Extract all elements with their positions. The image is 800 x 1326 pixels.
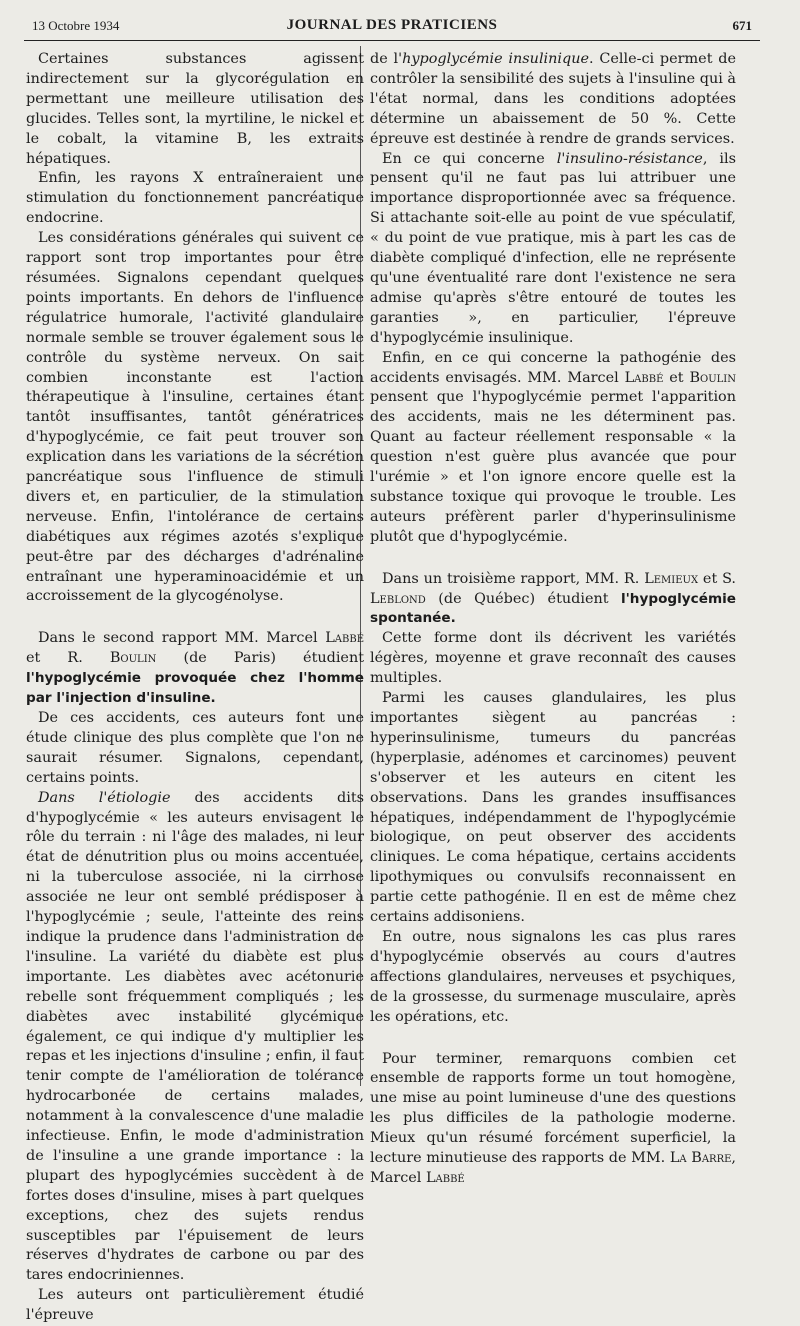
page-number: 671 xyxy=(732,18,752,33)
paragraph: En ce qui concerne l'insulino-résistance, ils pensent qu'il ne faut pas lui attribuer une importance disproportionnée avec sa fréquence. Si attachante soit-elle au point de vue spéculatif, « du point de vue pratique, mis à part les cas de diabète compliqué d'infection, elle ne représente qu'une éventualité rare dont l'existence ne sera admise qu'après s'être entouré de toutes les garanties », en particulier, l'épreuve d'hypoglycémie insulinique. xyxy=(370,150,736,346)
author-name: Leblond xyxy=(370,590,426,607)
author-name: Labbé xyxy=(325,630,364,647)
paragraph: De ces accidents, ces auteurs font une étude clinique des plus complète que l'on ne saurait résumer. Signalons, cependant, certains points. xyxy=(26,710,364,786)
page-header xyxy=(32,14,752,36)
paragraph-etiologie: Dans l'étiologie des accidents dits d'hypoglycémie « les auteurs envisagent le rôle du terrain : ni l'âge des malades, ni leur état de dénutrition plus ou moins accentuée, ni la tuberculose associée, ni la cirrhose associée ne leur ont semblé prédisposer à l'hypoglycémie ; seule, l'atteinte des reins indique la prudence dans l'administration de l'insuline. La variété du diabète est plus importante. Les diabètes avec acétonurie rebelle sont fréquemment compliqués ; les diabètes avec instabilité glycémique également, ce qui indique d'y multiplier les repas et les injections d'insuline ; enfin, il faut tenir compte de l'amélioration de tolérance hydrocarbonée de certains malades, notamment à la convalescence d'une maladie infectieuse. Enfin, le mode d'administration de l'insuline a une grande importance : la plupart des hypoglycémies succèdent à de fortes doses d'insuline, mises à part quelques exceptions, chez des sujets rendus susceptibles par l'épuisement de leurs réserves d'hydrates de carbone ou par des tares endocriniennes. xyxy=(26,789,364,1284)
author-name: Lemieux xyxy=(644,570,699,587)
author-name: Labbé xyxy=(425,1169,465,1186)
report-subject: l'hypoglycémie spontanée. xyxy=(370,590,736,627)
journal-title: JOURNAL DES PRATICIENS xyxy=(286,17,498,33)
header-rule xyxy=(24,40,760,41)
emphasis: l'insulino-résistance xyxy=(556,150,703,167)
issue-date: 13 Octobre 1934 xyxy=(32,18,120,33)
emphasis: hypoglycémie insulinique xyxy=(402,51,590,67)
paragraph: Enfin, en ce qui concerne la pathogénie des accidents envisagés. MM. Marcel Labbé et Boulin pensent que l'hypoglycémie permet l'apparition des accidents, mais ne les déterminent pas. Quant au facteur réellement responsable « la question n'est guère plus avancée que pour l'urémie » et l'on ignore encore quelle est la substance toxique qui provoque le trouble. Les auteurs préfèrent parler d'hyperinsulinisme plutôt que d'hypoglycémie. xyxy=(370,349,736,545)
left-column xyxy=(26,50,364,1326)
paragraph: Enfin, les rayons X entraîneraient une stimulation du fonctionnement pancréatique endocrine. xyxy=(26,170,364,227)
paragraph: Les considérations générales qui suivent ce rapport sont trop importantes pour être résumées. Signalons cependant quelques points importants. En dehors de l'influence régulatrice humorale, l'activité glandulaire normale semble se trouver également sous le contrôle du système nerveux. On sait combien inconstante est l'action thérapeutique à l'insuline, certaines étant tantôt insuffisantes, tantôt génératrices d'hypoglycémie, ce fait peut trouver son explication dans les variations de la sécrétion pancréatique sous l'influence de stimuli divers et, en particulier, de la stimulation nerveuse. Enfin, l'intolérance de certains diabétiques aux régimes azotés s'explique peut-être par des décharges d'adrénaline entraînant une hyperaminoacidémie et un accroissement de la glycogénolyse. xyxy=(26,230,364,605)
paragraph: Parmi les causes glandulaires, les plus importantes siègent au pancréas : hyperinsulinisme, tumeurs du pancréas (hyperplasie, adénomes et carcinomes) peuvent s'observer et les auteurs en citent les observations. Dans les grandes insuffisances hépatiques, indépendamment de l'hypoglycémie biologique, on peut observer des accidents cliniques. Le coma hépatique, certains accidents lipothymiques ou convulsifs reconnaissent en partie cette pathogénie. Il en est de même chez certains addisoniens. xyxy=(370,690,736,926)
report-subject: l'hypoglycémie provoquée chez l'homme par l'injection d'insuline. xyxy=(26,670,364,707)
paragraph: Certaines substances agissent indirectement sur la glycorégulation en permettant une meilleure utilisation des glucides. Telles sont, la myrtiline, le nickel et le cobalt, la vitamine B, les extraits hépatiques. xyxy=(26,51,364,167)
author-name: Boulin xyxy=(109,650,157,667)
author-name: Labbé xyxy=(624,369,664,386)
author-name: La Barre xyxy=(669,1150,732,1167)
paragraph: En outre, nous signalons les cas plus rares d'hypoglycémie observés au cours d'autres affections glandulaires, nerveuses et psychiques, de la grossesse, du surmenage musculaire, après les opérations, etc. xyxy=(370,928,736,1025)
paragraph: Les auteurs ont particulièrement étudié l'épreuve xyxy=(26,1287,364,1324)
author-name: Boulin xyxy=(689,369,736,386)
paragraph-third-report: Dans un troisième rapport, MM. R. Lemieux et S. Leblond (de Québec) étudient l'hypoglycémie spontanée. xyxy=(370,570,736,627)
paragraph-continued: de l'hypoglycémie insulinique. Celle-ci permet de contrôler la sensibilité des sujets à l'insuline qui à l'état normal, dans les conditions adoptées détermine un abaissement de 50 %. Cette épreuve est destinée à rendre de grands services. xyxy=(370,51,736,147)
paragraph: Cette forme dont ils décrivent les variétés légères, moyenne et grave reconnaît des causes multiples. xyxy=(370,630,736,687)
paragraph-conclusion: Pour terminer, remarquons combien cet ensemble de rapports forme un tout homogène, une mise au point lumineuse d'une des questions les plus difficiles de la pathologie moderne. Mieux qu'un résumé forcément superficiel, la lecture minutieuse des rapports de MM. La Barre, Marcel Labbé xyxy=(370,1050,736,1186)
right-column xyxy=(370,50,736,1189)
paragraph-second-report: Dans le second rapport MM. Marcel Labbé et R. Boulin (de Paris) étudient l'hypoglycémie provoquée chez l'homme par l'injection d'insuline. xyxy=(26,630,364,707)
emphasis: Dans l'étiologie xyxy=(38,789,171,806)
